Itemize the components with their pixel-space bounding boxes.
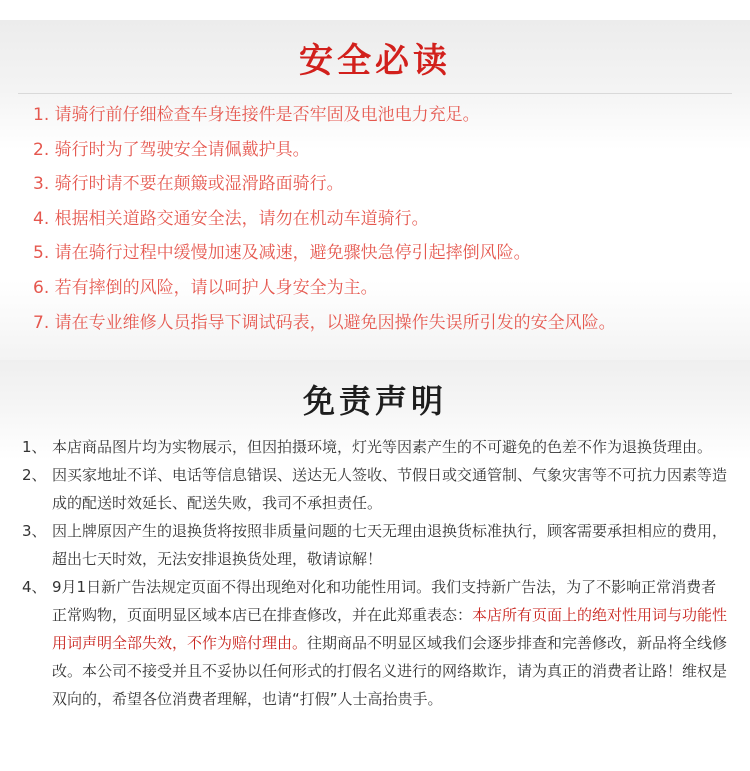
disclaimer-item-text: 本店商品图片均为实物展示，但因拍摄环境，灯光等因素产生的不可避免的色差不作为退换货理由。 xyxy=(52,438,713,456)
disclaimer-item-number: 3、 xyxy=(22,522,47,540)
safety-item-7: 7. 请在专业维修人员指导下调试码表，以避免因操作失误所引发的安全风险。 xyxy=(33,312,616,333)
disclaimer-list xyxy=(22,433,728,713)
disclaimer-title: 免责声明 xyxy=(302,382,447,420)
disclaimer-item-number: 1、 xyxy=(22,438,47,456)
disclaimer-item-3 xyxy=(22,517,728,573)
safety-item-2: 2. 骑行时为了驾驶安全请佩戴护具。 xyxy=(33,139,310,160)
disclaimer-section xyxy=(0,360,750,771)
safety-notice-title: 安全必读 xyxy=(299,41,451,81)
safety-item-4: 4. 根据相关道路交通安全法，请勿在机动车道骑行。 xyxy=(33,208,429,229)
disclaimer-item-text: 因上牌原因产生的退换货将按照非质量问题的七天无理由退换货标准执行，顾客需要承担相应的费用，超出七天时效，无法安排退换货处理，敬请谅解！ xyxy=(52,522,728,568)
disclaimer-item-2 xyxy=(22,461,728,517)
disclaimer-item-text: 因买家地址不详、电话等信息错误、送达无人签收、节假日或交通管制、气象灾害等不可抗力因素等造成的配送时效延长、配送失败，我司不承担责任。 xyxy=(52,466,728,512)
disclaimer-highlight-text: 本店所有页面上的绝对性用词与功能性用词声明全部失效，不作为赔付理由。 xyxy=(52,606,728,652)
safety-notice-section xyxy=(0,20,750,360)
disclaimer-item-number: 2、 xyxy=(22,466,47,484)
safety-item-1: 1. 请骑行前仔细检查车身连接件是否牢固及电池电力充足。 xyxy=(33,105,480,125)
disclaimer-item-text: 9月1日新广告法规定页面不得出现绝对化和功能性用词。我们支持新广告法，为了不影响正常消费者正常购物，页面明显区域本店已在排查修改，并在此郑重表态： xyxy=(52,578,717,624)
safety-item-5: 5. 请在骑行过程中缓慢加速及减速，避免骤快急停引起摔倒风险。 xyxy=(33,243,531,264)
disclaimer-item-1 xyxy=(22,433,728,461)
safety-divider xyxy=(18,93,732,94)
disclaimer-item-4 xyxy=(22,573,728,713)
disclaimer-item-number: 4、 xyxy=(22,578,47,596)
disclaimer-item-text-continued: 往期商品不明显区域我们会逐步排查和完善修改，新品将全线修改。本公司不接受并且不妥协以任何形式的打假名义进行的网络欺诈，请为真正的消费者让路！维权是双向的，希望各位消费者理解，也请“打假”人士高抬贵手。 xyxy=(52,634,728,708)
safety-item-3: 3. 骑行时请不要在颠簸或湿滑路面骑行。 xyxy=(33,174,344,195)
safety-item-6: 6. 若有摔倒的风险，请以呵护人身安全为主。 xyxy=(33,277,378,298)
safety-list xyxy=(33,98,733,340)
